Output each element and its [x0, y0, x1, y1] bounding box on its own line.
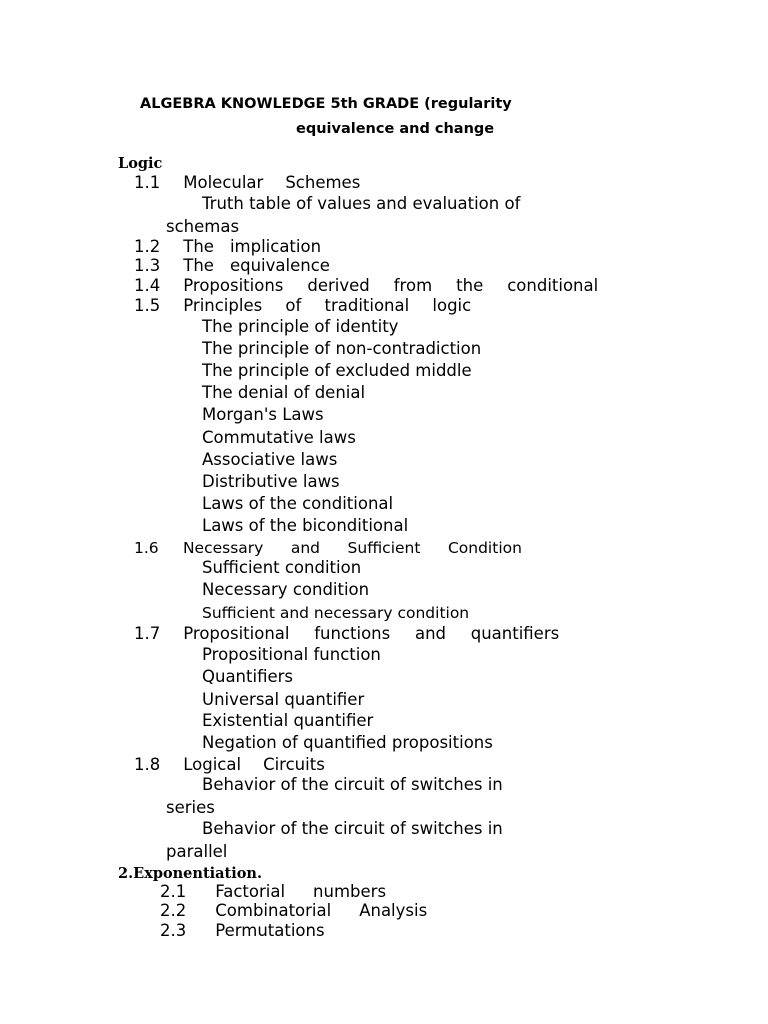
- sub-bullet-item: [185, 667, 293, 687]
- sub-bullet-item: [185, 733, 493, 753]
- item-word: Logical: [183, 755, 242, 774]
- item-word: Schemes: [285, 173, 361, 192]
- item-number: 1.7: [134, 624, 161, 643]
- item-number: 1.3: [134, 256, 161, 275]
- sub-bullet-item: [185, 405, 324, 425]
- item-word: Molecular: [183, 173, 264, 192]
- sub-bullet-item: [185, 775, 503, 795]
- item-number: 1.4: [134, 276, 161, 295]
- sub-bullet-item: [185, 819, 503, 839]
- item-word: Condition: [447, 539, 522, 557]
- section-heading-logic: Logic: [118, 155, 163, 172]
- item-word: Principles: [183, 296, 263, 315]
- item-word: Circuits: [263, 755, 325, 774]
- item-word: traditional: [324, 296, 410, 315]
- sub-bullet-text: Associative laws: [202, 450, 338, 469]
- sub-bullet-text: The denial of denial: [202, 383, 366, 402]
- document-title-line-1: ALGEBRA KNOWLEDGE 5th GRADE (regularity: [140, 96, 512, 112]
- item-word: Combinatorial: [215, 901, 332, 920]
- sub-bullet-text: Quantifiers: [202, 667, 293, 686]
- sub-bullet-text: The principle of excluded middle: [202, 361, 472, 380]
- item-number: 1.2: [134, 237, 161, 256]
- outline-item-1-3: [134, 256, 330, 276]
- sub-bullet-item: [185, 494, 393, 514]
- outline-item-1-5: [134, 296, 471, 316]
- outline-item-2-1: [160, 882, 386, 902]
- item-number: 1.5: [134, 296, 161, 315]
- item-word: logic: [432, 296, 472, 315]
- item-number: 2.3: [160, 921, 187, 940]
- sub-bullet-item: [185, 645, 381, 665]
- outline-item-1-7: [134, 624, 559, 644]
- outline-item-1-1: [134, 173, 360, 193]
- sub-bullet-item: [185, 428, 356, 448]
- sub-bullet-continuation: parallel: [166, 842, 228, 861]
- item-number: 2.2: [160, 901, 187, 920]
- sub-bullet-continuation: schemas: [166, 217, 240, 236]
- item-word: from: [393, 276, 433, 295]
- item-word: and: [414, 624, 446, 643]
- item-word: conditional: [507, 276, 599, 295]
- outline-item-1-8: [134, 755, 325, 775]
- sub-bullet-item: [185, 711, 373, 731]
- item-word: The: [183, 256, 214, 275]
- sub-bullet-item: [185, 317, 398, 337]
- sub-bullet-item: [185, 516, 408, 536]
- item-word: Permutations: [215, 921, 325, 940]
- item-number: 2.1: [160, 882, 187, 901]
- outline-item-2-2: [160, 901, 427, 921]
- sub-bullet-text: Distributive laws: [202, 472, 340, 491]
- sub-bullet-text: Morgan's Laws: [202, 405, 324, 424]
- sub-bullet-item: [185, 450, 337, 470]
- item-word: derived: [307, 276, 370, 295]
- sub-bullet-text: Sufficient and necessary condition: [202, 604, 470, 622]
- sub-bullet-item: [185, 690, 364, 710]
- sub-bullet-item: [185, 339, 481, 359]
- outline-item-1-2: [134, 237, 321, 257]
- sub-bullet-item: [185, 383, 365, 403]
- item-word: The: [183, 237, 214, 256]
- sub-bullet-text: Laws of the conditional: [202, 494, 394, 513]
- item-word: functions: [314, 624, 391, 643]
- item-number: 1.6: [134, 539, 159, 557]
- sub-bullet-item: [185, 558, 361, 578]
- item-word: implication: [229, 237, 322, 256]
- item-word: Propositional: [183, 624, 290, 643]
- item-word: Propositions: [183, 276, 284, 295]
- item-word: quantifiers: [470, 624, 560, 643]
- sub-bullet-continuation: series: [166, 798, 215, 817]
- sub-bullet-text: Necessary condition: [202, 580, 370, 599]
- item-word: equivalence: [229, 256, 330, 275]
- item-word: the: [456, 276, 484, 295]
- outline-item-1-4: [134, 276, 598, 296]
- sub-bullet-item: [185, 580, 369, 600]
- item-number: 1.1: [134, 173, 161, 192]
- item-word: of: [285, 296, 302, 315]
- sub-bullet-item: [185, 194, 520, 214]
- sub-bullet-item: [185, 361, 472, 381]
- outline-item-2-3: [160, 921, 325, 941]
- sub-bullet-text: Laws of the biconditional: [202, 516, 409, 535]
- sub-bullet-text: The principle of non-contradiction: [202, 339, 482, 358]
- sub-bullet-text: Sufficient condition: [202, 558, 362, 577]
- sub-bullet-text: Propositional function: [202, 645, 381, 664]
- section-heading-exponentiation: 2.Exponentiation.: [118, 865, 263, 882]
- sub-bullet-text: Behavior of the circuit of switches in: [202, 775, 503, 794]
- sub-bullet-text: Behavior of the circuit of switches in: [202, 819, 503, 838]
- sub-bullet-text: Truth table of values and evaluation of: [202, 194, 521, 213]
- sub-bullet-text: Universal quantifier: [202, 690, 365, 709]
- sub-bullet-item: [185, 472, 340, 492]
- item-word: and: [290, 539, 321, 557]
- sub-bullet-text: The principle of identity: [202, 317, 399, 336]
- item-word: Sufficient: [347, 539, 421, 557]
- sub-bullet-item: [185, 603, 469, 623]
- outline-item-1-6: [134, 538, 522, 558]
- item-word: Analysis: [359, 901, 428, 920]
- sub-bullet-text: Commutative laws: [202, 428, 356, 447]
- sub-bullet-text: Existential quantifier: [202, 711, 374, 730]
- item-word: Necessary: [182, 539, 264, 557]
- item-word: Factorial: [215, 882, 286, 901]
- document-title-line-2: equivalence and change: [296, 121, 495, 137]
- item-word: numbers: [313, 882, 387, 901]
- item-number: 1.8: [134, 755, 161, 774]
- sub-bullet-text: Negation of quantified propositions: [202, 733, 493, 752]
